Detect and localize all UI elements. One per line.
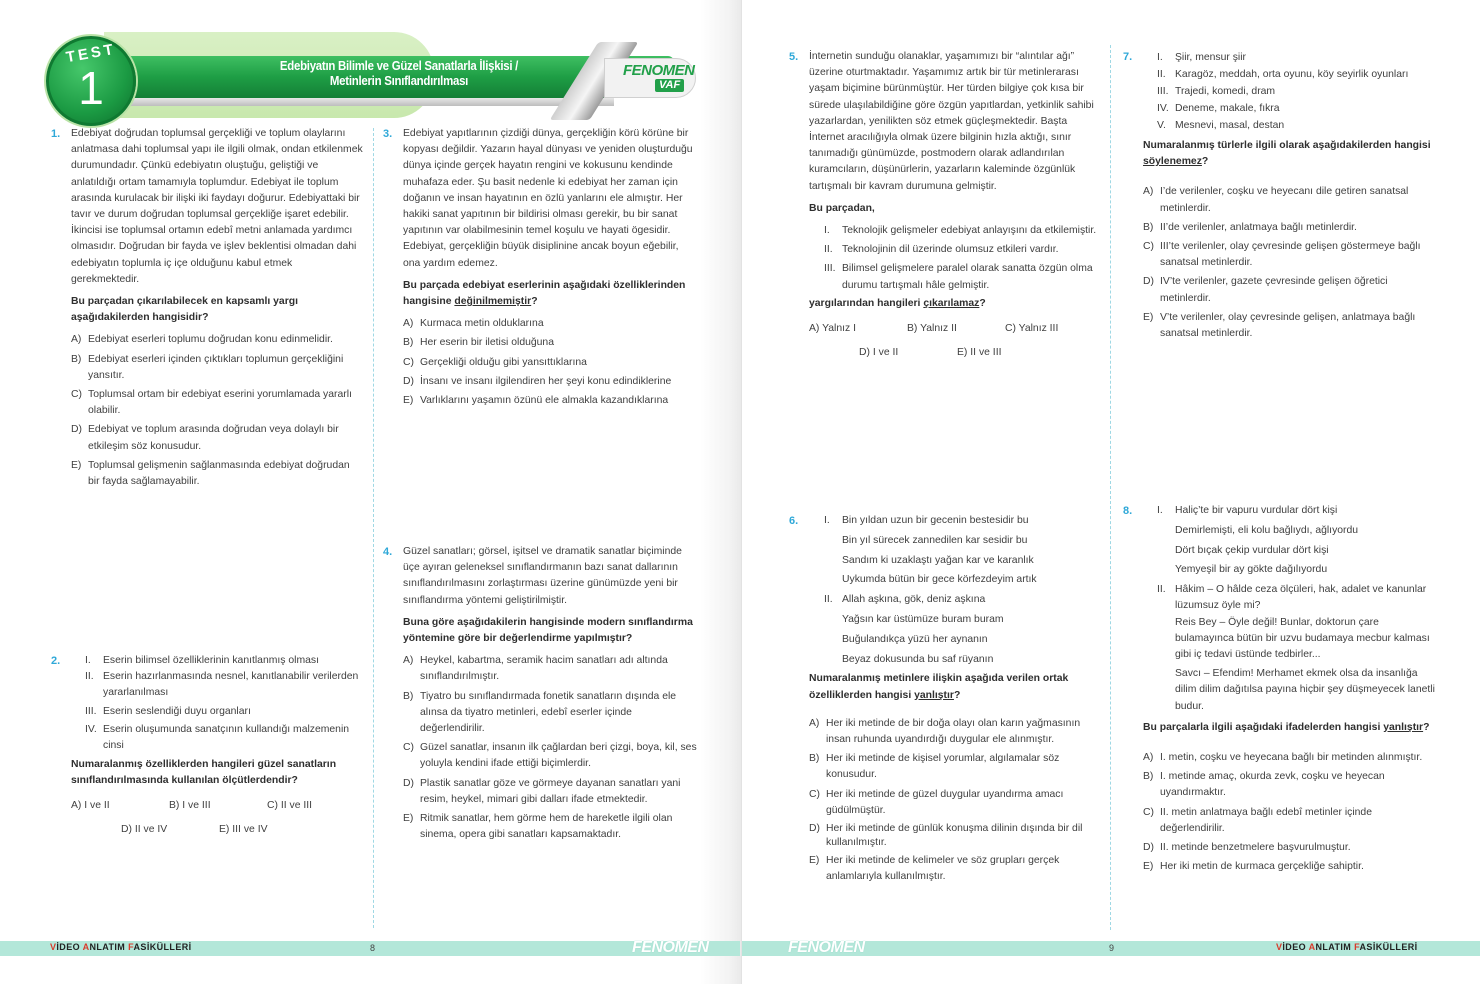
option-letter: A) xyxy=(1143,186,1154,198)
stem-emphasis: yanlıştır xyxy=(1383,721,1424,733)
question-lead: Bu parçadan, xyxy=(809,202,875,214)
answer-options-row2 xyxy=(121,822,363,838)
option-text: Edebiyat eserleri içinden çıktıkları toplumun gerçekliğini yansıtır. xyxy=(88,353,344,381)
series-text: ASİKÜLLERİ xyxy=(1359,942,1418,952)
question-stem xyxy=(1143,720,1439,736)
option-letter: A) xyxy=(71,334,82,346)
question-stem xyxy=(403,278,698,310)
stem-text: Numaralanmış türlerle ilgili olarak aşağıdakilerden hangisi xyxy=(1143,140,1431,151)
answer-option-b[interactable] xyxy=(1143,769,1439,801)
answer-option-d[interactable] xyxy=(403,374,698,390)
answer-option-a[interactable] xyxy=(71,798,169,814)
brand-logo-text: FENOMEN xyxy=(623,62,695,79)
stem-suffix: ? xyxy=(531,296,538,308)
stem-emphasis: çıkarılamaz xyxy=(923,297,980,309)
series-title xyxy=(1276,942,1418,952)
option-letter: B) xyxy=(71,353,82,365)
question-stem xyxy=(809,296,1101,312)
stem-emphasis: değinilmemiştir xyxy=(454,296,532,308)
answer-options xyxy=(1143,750,1439,875)
question-number: 8. xyxy=(1123,505,1133,517)
option-letter: D) xyxy=(403,777,414,789)
option-text: Gerçekliği olduğu gibi yansıttıklarına xyxy=(420,356,587,368)
option-letter: E) xyxy=(1143,311,1154,323)
answer-option-c[interactable] xyxy=(403,740,698,772)
answer-option-d[interactable] xyxy=(403,776,698,808)
answer-options xyxy=(403,316,698,409)
poem-block xyxy=(1157,503,1439,579)
stem-text: yargılarından hangileri xyxy=(809,297,924,309)
answer-option-e[interactable] xyxy=(1143,310,1439,342)
roman-list xyxy=(824,223,1101,294)
stem-suffix: ? xyxy=(953,689,961,701)
stem-emphasis: yanlıştır xyxy=(914,689,954,701)
option-letter: C) xyxy=(1143,241,1154,253)
option-text: III ve IV xyxy=(232,823,268,835)
book-gutter xyxy=(700,0,742,984)
series-letter: V xyxy=(1276,942,1283,952)
roman-text: Trajedi, komedi, dram xyxy=(1175,86,1276,97)
question-4 xyxy=(383,544,698,846)
roman-numeral: II. xyxy=(824,594,833,606)
option-text: II’de verilenler, anlatmaya bağlı metinlerdir. xyxy=(1160,221,1357,233)
roman-numeral: III. xyxy=(1157,86,1169,97)
answer-options-row2 xyxy=(859,345,1101,361)
roman-item xyxy=(824,261,1101,293)
answer-options xyxy=(71,332,363,490)
option-text: Yalnız II xyxy=(920,323,957,335)
question-7 xyxy=(1123,49,1439,345)
roman-item xyxy=(1157,117,1439,134)
series-letter: A xyxy=(82,942,90,952)
option-text: Kurmaca metin olduklarına xyxy=(420,318,544,330)
roman-numeral: I. xyxy=(1157,52,1163,63)
option-letter: A) xyxy=(403,318,414,330)
dialog-block xyxy=(1157,582,1439,715)
option-text: Edebiyat eserleri toplumu doğrudan konu edinmelidir. xyxy=(88,334,333,346)
option-letter: D) xyxy=(403,375,414,387)
option-text: I ve II xyxy=(84,799,110,811)
option-text: I. metin, coşku ve heyecana bağlı bir metinden alınmıştır. xyxy=(1160,752,1423,764)
banner-under-strip xyxy=(114,98,614,106)
roman-text: Bilimsel gelişmelere paralel olarak sanatta özgün olma durumu tartışmalı hâle gelmiştir. xyxy=(842,263,1093,291)
series-text: İDEO xyxy=(56,942,83,952)
roman-numeral: II. xyxy=(1157,584,1166,596)
dialog-line: Savcı – Efendim! Merhamet ekmek olsa da insanlığa dilim dilim dağıtılsa payına hiçbir şey düşmeyecek lanetli budur. xyxy=(1175,668,1435,712)
test-title xyxy=(192,58,606,88)
answer-option-e[interactable] xyxy=(71,458,363,490)
answer-option-c[interactable] xyxy=(403,355,698,371)
roman-numeral: I. xyxy=(1157,505,1163,516)
verse-line: Dört bıçak çekip vurdular dört kişi xyxy=(1175,544,1329,556)
question-stem xyxy=(809,671,1101,703)
test-title-line2: Metinlerin Sınıflandırılması xyxy=(329,73,469,88)
stem-text: Bu parçada edebiyat eserlerinin aşağıdaki özelliklerinden hangisine xyxy=(403,279,686,308)
question-2 xyxy=(51,653,363,838)
option-text: Her iki metin de kurmaca gerçekliğe sahiptir. xyxy=(1160,861,1364,873)
passages xyxy=(1157,503,1439,715)
answer-option-d[interactable] xyxy=(121,822,219,838)
option-text: I ve II xyxy=(872,347,899,359)
footer-right xyxy=(742,941,1480,956)
test-title-line1: Edebiyatın Bilimle ve Güzel Sanatlarla İlişkisi / xyxy=(279,58,519,73)
option-text: III’te verilenler, olay çevresinde gelişen göstermeye bağlı sanatsal metinlerdir. xyxy=(1160,241,1421,269)
answer-option-b[interactable] xyxy=(71,352,363,384)
roman-list xyxy=(1157,49,1439,134)
option-text: I’de verilenler, coşku ve heyecanı dile getiren sanatsal metinlerdir. xyxy=(1160,186,1409,214)
stem-emphasis: söylenemez xyxy=(1143,156,1202,168)
answer-options xyxy=(809,716,1101,886)
test-header-banner xyxy=(44,28,704,128)
question-stem: Buna göre aşağıdakilerin hangisinde modern sınıflandırma yöntemine göre bir değerlendirme yapılmıştır? xyxy=(403,616,693,645)
answer-options-row1 xyxy=(809,321,1101,337)
series-letter: F xyxy=(128,942,134,952)
answer-option-a[interactable] xyxy=(71,332,363,348)
roman-item xyxy=(85,669,363,701)
roman-item xyxy=(85,722,363,754)
verse-line: Haliç’te bir vapuru vurdular dört kişi xyxy=(1175,505,1338,516)
footer-brand-logo: FENOMEN xyxy=(788,939,865,956)
option-letter: A) xyxy=(809,717,820,729)
answer-option-c[interactable] xyxy=(809,787,1101,819)
stem-suffix: ? xyxy=(979,297,986,309)
option-text: Her iki metinde de bir doğa olayı olan karın yağmasının insan ruhunda uyandırdığı duygular ele alınmıştır. xyxy=(826,717,1081,745)
option-text: II. metinde benzetmelere başvurulmuştur. xyxy=(1160,842,1351,854)
answer-option-b[interactable] xyxy=(907,321,1005,337)
answer-option-a[interactable] xyxy=(809,321,907,337)
option-letter: D) xyxy=(121,823,132,835)
option-text: Plastik sanatlar göze ve görmeye dayanan sanatları yani resim, heykel, mimari gibi dalları ifade etmektedir. xyxy=(420,777,681,805)
answer-option-d[interactable] xyxy=(1143,840,1439,856)
verse-line: Bin yıldan uzun bir gecenin bestesidir bu xyxy=(842,515,1029,526)
footer-brand-logo: FENOMEN xyxy=(632,939,709,956)
verse-line: Uykumda bütün bir gece körfezdeyim artık xyxy=(842,574,1037,586)
roman-numeral: II. xyxy=(85,671,94,683)
series-title xyxy=(50,942,192,952)
answer-option-d[interactable] xyxy=(71,422,363,454)
answer-option-c[interactable] xyxy=(1005,321,1103,337)
stem-text: Bu parçalarla ilgili aşağıdaki ifadelerden hangisi xyxy=(1143,721,1384,733)
answer-option-e[interactable] xyxy=(1143,859,1439,875)
verse-line: Demirlemişti, eli kolu bağlıydı, ağlıyordu xyxy=(1175,524,1359,536)
verse-line: Bin yıl sürecek zannedilen kar sesidir bu xyxy=(842,534,1028,546)
option-letter: C) xyxy=(267,799,278,811)
question-5 xyxy=(789,49,1101,361)
question-3 xyxy=(383,126,698,412)
answer-option-a[interactable] xyxy=(403,316,698,332)
answer-option-c[interactable] xyxy=(267,798,365,814)
option-text: II. metin anlatmaya bağlı edebî metinler içinde değerlendirilir. xyxy=(1160,806,1372,834)
option-letter: B) xyxy=(403,690,414,702)
roman-item xyxy=(85,653,363,669)
option-text: Yalnız III xyxy=(1018,323,1059,335)
answer-option-e[interactable] xyxy=(957,345,1055,361)
answer-option-e[interactable] xyxy=(219,822,317,838)
option-text: IV’te verilenler, gazete çevresinde gelişen öğretici metinlerdir. xyxy=(1160,276,1388,304)
roman-text: Mesnevi, masal, destan xyxy=(1175,120,1285,131)
roman-numeral: IV. xyxy=(1157,103,1169,114)
answer-option-c[interactable] xyxy=(1143,239,1439,271)
answer-options-row1 xyxy=(71,798,363,814)
option-text: V’te verilenler, olay çevresinde gelişen, anlatmaya bağlı sanatsal metinlerdir. xyxy=(1160,311,1416,340)
option-letter: A) xyxy=(809,323,820,335)
series-letter: V xyxy=(50,942,57,952)
question-1 xyxy=(51,126,363,493)
option-text: Her iki metinde de güzel duygular uyandırma amacı güdülmüştür. xyxy=(826,788,1064,816)
roman-text: Eserin oluşumunda sanatçının kullandığı malzemenin cinsi xyxy=(103,723,350,752)
roman-numeral: I. xyxy=(824,225,830,237)
option-text: Toplumsal gelişmenin sağlanmasında edebiyat doğrudan bir fayda sağlamayabilir. xyxy=(88,459,350,488)
verse-line: Yağsın kar üstümüze buram buram xyxy=(842,613,1004,625)
verse-line: Sandım ki uzaklaştı yağan kar ve karanlık xyxy=(842,554,1034,566)
option-letter: B) xyxy=(169,799,180,811)
roman-numeral: III. xyxy=(824,263,836,275)
series-text: NLATIM xyxy=(89,942,129,952)
verse-line: Beyaz dokusunda bu saf rüyanın xyxy=(842,653,994,665)
option-text: Toplumsal ortam bir edebiyat eserini yorumlamada yararlı olabilir. xyxy=(88,389,352,417)
page-number: 9 xyxy=(1109,943,1115,953)
option-letter: A) xyxy=(403,655,414,667)
option-letter: B) xyxy=(1143,221,1154,233)
option-letter: B) xyxy=(907,323,918,335)
question-6 xyxy=(789,513,1101,888)
option-text: Güzel sanatlar, insanın ilk çağlardan beri çizgi, boya, kil, ses yoluyla kendini ifade ettiği biçimlerdir. xyxy=(420,742,697,770)
dialog-line: Reis Bey – Öyle değil! Bunlar, doktorun çare bulamayınca bütün bir uzvu budamaya mecbur kalması gibi iç tedavi üstünde tedbirler... xyxy=(1175,616,1430,660)
column-divider-right-page xyxy=(1110,45,1111,930)
roman-text: Eserin hazırlanmasında nesnel, kanıtlanabilir verilerden yararlanılması xyxy=(103,671,359,699)
page-number: 8 xyxy=(370,943,376,953)
answer-option-a[interactable] xyxy=(809,716,1101,748)
roman-item xyxy=(824,242,1101,258)
roman-numeral: III. xyxy=(85,705,97,717)
roman-numeral: I. xyxy=(85,655,91,666)
question-stem: Bu parçadan çıkarılabilecek en kapsamlı yargı aşağıdakilerden hangisidir? xyxy=(71,296,298,324)
option-letter: E) xyxy=(71,459,82,471)
option-text: Her iki metinde de kelimeler ve söz grupları gerçek anlamlarıyla kullanılmıştır. xyxy=(826,855,1060,883)
option-text: Edebiyat ve toplum arasında doğrudan veya dolaylı bir etkileşim söz konusudur. xyxy=(88,424,339,452)
option-letter: E) xyxy=(403,395,414,407)
roman-text: Deneme, makale, fıkra xyxy=(1175,103,1280,114)
question-number: 3. xyxy=(383,128,393,140)
option-text: II ve III xyxy=(970,347,1002,359)
answer-option-d[interactable] xyxy=(859,345,957,361)
option-letter: E) xyxy=(809,855,820,866)
roman-text: Eserin bilimsel özelliklerinin kanıtlanmış olması xyxy=(103,655,319,666)
option-letter: A) xyxy=(71,799,82,811)
roman-item xyxy=(824,223,1101,239)
question-number: 6. xyxy=(789,515,799,527)
verse-line: Buğulandıkça yüzü her aynanın xyxy=(842,633,988,645)
brand-logo xyxy=(604,58,696,98)
roman-numeral: II. xyxy=(1157,69,1166,80)
answer-option-b[interactable] xyxy=(169,798,267,814)
series-text: İDEO xyxy=(1282,942,1309,952)
option-text: Varlıklarını yaşamın özünü ele almakla kazandıklarına xyxy=(420,395,669,407)
page-edge xyxy=(741,0,742,984)
answer-option-d[interactable] xyxy=(1143,274,1439,306)
option-letter: E) xyxy=(403,813,414,825)
option-text: Her eserin bir iletisi olduğuna xyxy=(420,337,554,349)
option-letter: D) xyxy=(1143,276,1154,288)
option-text: II ve IV xyxy=(134,823,168,835)
option-text: Her iki metinde de kişisel yorumlar, algılamalar söz konusudur. xyxy=(826,753,1060,781)
option-text: Heykel, kabartma, seramik hacim sanatları adı altında sınıflandırılmıştır. xyxy=(420,655,668,683)
answer-option-b[interactable] xyxy=(403,335,698,351)
answer-option-e[interactable] xyxy=(403,393,698,409)
answer-option-c[interactable] xyxy=(71,387,363,419)
option-letter: D) xyxy=(859,347,870,359)
test-label: TEST xyxy=(64,40,118,67)
roman-item xyxy=(1157,100,1439,117)
series-text: NLATIM xyxy=(1315,942,1355,952)
option-text: Ritmik sanatlar, hem görme hem de hareketle ilgili olan sinema, opera gibi sanatları kapsamaktadır. xyxy=(420,813,673,841)
question-passage: Edebiyat doğrudan toplumsal gerçekliği ve toplum olaylarını anlatmasa dahi toplumsal yapı ile ilgili olmak, ondan etkilenmek durumundadır. Çünkü edebiyatın oluştuğu, geliştiği ve anlatıldığı ortam tamamıyla toplumdur. Edebiyat ile toplum arasında kurulacak bir ilişki iki faydayı doğurur. Edebiyattaki bir tavır ve durum doğrudan toplumsal gerçekliğe işaret edebilir. İkincisi ise toplumsal ortamın edebî metni anlamada yardımcı olmasıdır. Doğrudan bir fayda ve işlev beklentisi olmadan dahi edebiyatın toplumla iç içe olduğunu kabul etmek gerekmektedir. xyxy=(71,128,363,285)
roman-item xyxy=(1157,49,1439,66)
option-letter: B) xyxy=(809,753,820,765)
roman-numeral: II. xyxy=(824,244,833,256)
answer-option-d[interactable] xyxy=(809,822,1101,850)
poem-1-block xyxy=(824,513,1101,589)
answer-option-b[interactable] xyxy=(809,751,1101,783)
question-passage: İnternetin sunduğu olanaklar, yaşamımızı bir “alıntılar ağı” üzerine oturtmaktadır. Yaşamımız artık bir tür metinlerarası yaşam biçimine bürünmüştür. Her türden bilgiye çok kısa bir sürede ulaşılabildiğine göre özgün yapıtlardan, yetkinlik sahibi yazarlardan, yenilikten söz etmek güçleşmektedir. Başta İnternet aracılığıyla olmak üzere bilginin hızla aktığı, sınır tanımadığı günümüzde, postmodern olarak adlandırılan kuramcıların, düşünürlerin, yazarların kaleminde özgünlük tartışmalı bir kavram durumuna gelmiştir. xyxy=(809,51,1094,192)
option-letter: D) xyxy=(71,424,82,436)
answer-option-e[interactable] xyxy=(403,811,698,843)
dialog-line: Hâkim – O hâlde ceza ölçüleri, hak, adalet ve kanunlar lüzumsuz öyle mi? xyxy=(1175,584,1427,612)
answer-options xyxy=(1143,184,1439,342)
question-number: 1. xyxy=(51,128,61,140)
stem-text: Numaralanmış metinlere ilişkin aşağıda verilen ortak özelliklerden hangisi xyxy=(809,673,1069,701)
option-text: II ve III xyxy=(280,799,313,811)
roman-list xyxy=(85,653,363,754)
brand-logo-sub: VAF xyxy=(655,79,684,92)
question-stem xyxy=(1143,138,1439,170)
answer-option-b[interactable] xyxy=(1143,220,1439,236)
option-letter: C) xyxy=(403,742,414,754)
option-letter: C) xyxy=(403,356,414,368)
roman-text: Eserin seslendiği duyu organları xyxy=(103,705,251,717)
option-text: İnsanı ve insanı ilgilendiren her şeyi konu edindiklerine xyxy=(420,375,672,387)
roman-item xyxy=(1157,83,1439,100)
option-letter: E) xyxy=(1143,861,1154,873)
verse-line: Yemyeşil bir ay gökte dağılıyordu xyxy=(1175,564,1328,576)
poem-2-block xyxy=(824,592,1101,668)
roman-text: Şiir, mensur şiir xyxy=(1175,52,1247,63)
roman-item xyxy=(85,704,363,720)
option-letter: C) xyxy=(71,389,82,401)
option-text: I. metinde amaç, okurda zevk, coşku ve heyecan uyandırmaktır. xyxy=(1160,771,1385,799)
option-text: Yalnız I xyxy=(822,323,856,335)
option-letter: D) xyxy=(1143,842,1154,854)
question-stem: Numaralanmış özelliklerden hangileri güzel sanatların sınıflandırılmasında kullanılan ölçütlerdendir? xyxy=(71,759,337,787)
test-number: 1 xyxy=(78,62,104,114)
stem-suffix: ? xyxy=(1423,721,1430,733)
stem-suffix: ? xyxy=(1201,156,1209,168)
question-passage: Edebiyat yapıtlarının çizdiği dünya, gerçekliğin körü körüne bir kopyası değildir. Yazarın hayal dünyası ve yeniden oluşturduğu dünya içinde gerçek hayatın rengini ve kokusunu kendinde muhafaza eder. Şu basit nedenle ki edebiyat her zaman için doğanın ve insan hayatının en özlü yanlarını ele almıştır. Her hakiki sanat yapıtının bir bildirisi olması gerekir, bu bir sanat yapıtının var olabilmesinin temel koşulu ve hayati ögesidir. Edebiyat, gerçekliğin büyük disiplinine ancak boyun eğebilir, ona yardım edemez. xyxy=(403,128,693,269)
poem-1 xyxy=(824,513,1101,668)
answer-option-c[interactable] xyxy=(1143,805,1439,837)
option-text: I ve III xyxy=(182,799,211,811)
answer-option-e[interactable] xyxy=(809,853,1101,885)
option-letter: B) xyxy=(1143,771,1154,783)
series-letter: F xyxy=(1354,942,1360,952)
question-number: 4. xyxy=(383,546,393,558)
option-text: Her iki metinde de günlük konuşma dilinin dışında bir dil kullanılmıştır. xyxy=(826,823,1083,848)
roman-text: Teknolojinin dil üzerinde olumsuz etkileri vardır. xyxy=(842,244,1059,256)
roman-numeral: I. xyxy=(824,515,830,526)
option-text: Tiyatro bu sınıflandırmada fonetik sanatların dışında ele alınsa da tiyatro metinleri, edebî eserler içinde değerlendirilir. xyxy=(420,690,677,735)
answer-option-a[interactable] xyxy=(1143,184,1439,216)
question-number: 7. xyxy=(1123,51,1133,63)
roman-numeral: IV. xyxy=(85,723,97,735)
option-letter: C) xyxy=(809,788,820,800)
question-passage: Güzel sanatları; görsel, işitsel ve dramatik sanatlar biçiminde üçe ayıran geleneksel sınıflandırmanın bazı sanat dallarının sınıflandırılmasını zorlaştırması üzerine günümüzde yeni bir sınıflandırma yöntemi geliştirilmiştir. xyxy=(403,546,682,606)
option-letter: B) xyxy=(403,337,414,349)
verse-line: Allah aşkına, gök, deniz aşkına xyxy=(842,594,986,606)
option-letter: C) xyxy=(1005,323,1016,335)
series-text: ASİKÜLLERİ xyxy=(133,942,192,952)
roman-text: Karagöz, meddah, orta oyunu, köy seyirlik oyunları xyxy=(1175,69,1409,80)
answer-option-a[interactable] xyxy=(403,653,698,685)
footer-left xyxy=(0,941,740,956)
question-number: 5. xyxy=(789,51,799,63)
option-letter: A) xyxy=(1143,752,1154,764)
roman-item xyxy=(1157,66,1439,83)
question-number: 2. xyxy=(51,655,61,667)
option-letter: E) xyxy=(219,823,230,835)
option-letter: C) xyxy=(1143,806,1154,818)
option-letter: D) xyxy=(809,823,820,834)
roman-numeral: V. xyxy=(1157,120,1166,131)
option-letter: E) xyxy=(957,347,968,359)
series-letter: A xyxy=(1308,942,1316,952)
test-number-badge xyxy=(46,36,136,126)
answer-option-a[interactable] xyxy=(1143,750,1439,766)
roman-text: Teknolojik gelişmeler edebiyat anlayışını da etkilemiştir. xyxy=(842,225,1097,237)
question-8 xyxy=(1123,503,1439,878)
column-divider-left-page xyxy=(373,128,374,928)
answer-options xyxy=(403,653,698,843)
answer-option-b[interactable] xyxy=(403,689,698,738)
